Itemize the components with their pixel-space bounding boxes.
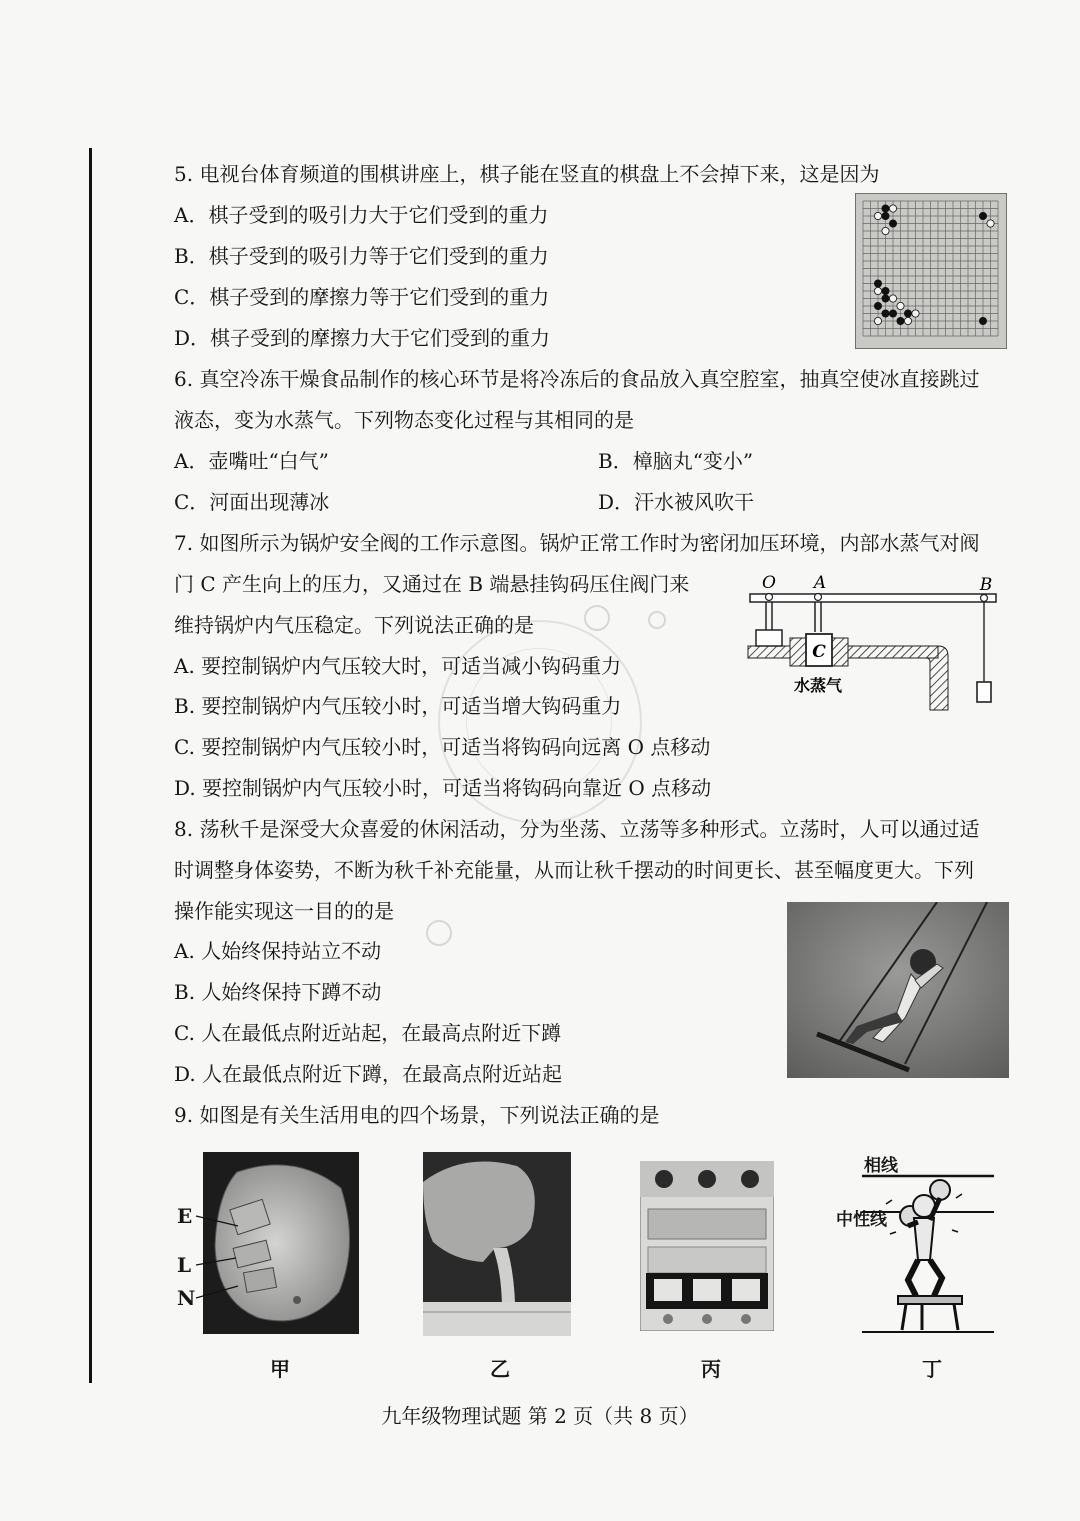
plug-label-leaders bbox=[192, 1212, 242, 1312]
q8-stem-line-3: 操作能实现这一目的的是 bbox=[174, 899, 394, 923]
swing-photo bbox=[787, 902, 1009, 1078]
q8-option-a: A. 人始终保持站立不动 bbox=[174, 939, 382, 963]
q8-stem-line-2: 时调整身体姿势，不断为秋千补充能量，从而让秋千摆动的时间更长、甚至幅度更大。下列 bbox=[174, 858, 974, 882]
q6-stem-line-1: 6. 真空冷冻干燥食品制作的核心环节是将冷冻后的食品放入真空腔室，抽真空使冰直接跳过 bbox=[174, 367, 980, 391]
black-stone bbox=[882, 212, 889, 219]
q9-stem-line: 9. 如图是有关生活用电的四个场景，下列说法正确的是 bbox=[174, 1103, 660, 1127]
q6-stem-line-2: 液态，变为水蒸气。下列物态变化过程与其相同的是 bbox=[174, 408, 634, 432]
q5-option-a: A．棋子受到的吸引力大于它们受到的重力 bbox=[174, 203, 549, 227]
q8-option-c: C. 人在最低点附近站起，在最高点附近下蹲 bbox=[174, 1021, 562, 1045]
label-o: O bbox=[762, 573, 776, 593]
q7-stem-line-3: 维持锅炉内气压稳定。下列说法正确的是 bbox=[174, 613, 534, 637]
plug-label-l: L bbox=[177, 1253, 192, 1277]
label-c: C bbox=[812, 642, 826, 662]
binding-margin-line bbox=[89, 148, 92, 1383]
wet-hand-photo bbox=[423, 1152, 571, 1336]
white-stone bbox=[897, 302, 904, 309]
black-stone bbox=[904, 310, 911, 317]
white-stone bbox=[889, 205, 896, 212]
caption-yi: 乙 bbox=[490, 1357, 510, 1381]
q6-option-a: A．壶嘴吐“白气” bbox=[174, 449, 329, 473]
black-stone bbox=[882, 295, 889, 302]
caption-ding: 丁 bbox=[922, 1357, 942, 1381]
black-stone bbox=[897, 317, 904, 324]
q6-option-c: C．河面出现薄冰 bbox=[174, 490, 330, 514]
watermark-dot bbox=[648, 611, 666, 629]
q7-option-d: D. 要控制锅炉内气压较小时，可适当将钩码向靠近 O 点移动 bbox=[174, 776, 712, 800]
safety-valve-diagram bbox=[742, 570, 1004, 718]
white-stone bbox=[904, 317, 911, 324]
caption-jia: 甲 bbox=[270, 1357, 290, 1381]
q7-option-c: C. 要控制锅炉内气压较小时，可适当将钩码向远离 O 点移动 bbox=[174, 735, 711, 759]
watermark-dot bbox=[584, 605, 610, 631]
q5-option-d: D．棋子受到的摩擦力大于它们受到的重力 bbox=[174, 326, 551, 350]
plug-label-n: N bbox=[177, 1286, 196, 1310]
label-b: B bbox=[979, 575, 993, 595]
black-stone bbox=[979, 317, 986, 324]
label-a: A bbox=[813, 573, 827, 593]
go-board-figure bbox=[855, 193, 1007, 349]
white-stone bbox=[889, 295, 896, 302]
black-stone bbox=[979, 212, 986, 219]
page-footer: 九年级物理试题 第 2 页（共 8 页） bbox=[381, 1404, 699, 1428]
q8-option-b: B. 人始终保持下蹲不动 bbox=[174, 980, 382, 1004]
black-stone bbox=[889, 310, 896, 317]
white-stone bbox=[987, 220, 994, 227]
q5-option-b: B．棋子受到的吸引力等于它们受到的重力 bbox=[174, 244, 549, 268]
black-stone bbox=[874, 302, 881, 309]
white-stone bbox=[874, 317, 881, 324]
label-live-wire: 相线 bbox=[864, 1156, 898, 1176]
watermark-dot bbox=[426, 920, 452, 946]
white-stone bbox=[874, 212, 881, 219]
black-stone bbox=[874, 280, 881, 287]
q5-stem-line: 5. 电视台体育频道的围棋讲座上，棋子能在竖直的棋盘上不会掉下来，这是因为 bbox=[174, 162, 880, 186]
label-steam: 水蒸气 bbox=[793, 676, 843, 695]
q7-option-a: A. 要控制锅炉内气压较大时，可适当减小钩码重力 bbox=[174, 654, 622, 678]
black-stone bbox=[889, 220, 896, 227]
electric-shock-cartoon bbox=[862, 1170, 994, 1336]
black-stone bbox=[882, 205, 889, 212]
q6-option-b: B．樟脑丸“变小” bbox=[598, 449, 754, 473]
plug-label-e: E bbox=[177, 1204, 193, 1228]
white-stone bbox=[874, 287, 881, 294]
q6-option-d: D．汗水被风吹干 bbox=[598, 490, 755, 514]
white-stone bbox=[912, 310, 919, 317]
caption-bing: 丙 bbox=[701, 1357, 721, 1381]
q7-stem-line-1: 7. 如图所示为锅炉安全阀的工作示意图。锅炉正常工作时为密闭加压环境，内部水蒸气对阀 bbox=[174, 531, 980, 555]
q7-option-b: B. 要控制锅炉内气压较小时，可适当增大钩码重力 bbox=[174, 694, 622, 718]
circuit-breaker-photo bbox=[640, 1161, 774, 1331]
black-stone bbox=[882, 310, 889, 317]
q8-option-d: D. 人在最低点附近下蹲，在最高点附近站起 bbox=[174, 1062, 563, 1086]
label-neutral-wire: 中性线 bbox=[836, 1210, 887, 1230]
white-stone bbox=[882, 227, 889, 234]
q5-option-c: C．棋子受到的摩擦力等于它们受到的重力 bbox=[174, 285, 550, 309]
black-stone bbox=[882, 287, 889, 294]
q7-stem-line-2: 门 C 产生向上的压力，又通过在 B 端悬挂钩码压住阀门来 bbox=[174, 572, 690, 596]
q8-stem-line-1: 8. 荡秋千是深受大众喜爱的休闲活动，分为坐荡、立荡等多种形式。立荡时，人可以通过适 bbox=[174, 817, 980, 841]
